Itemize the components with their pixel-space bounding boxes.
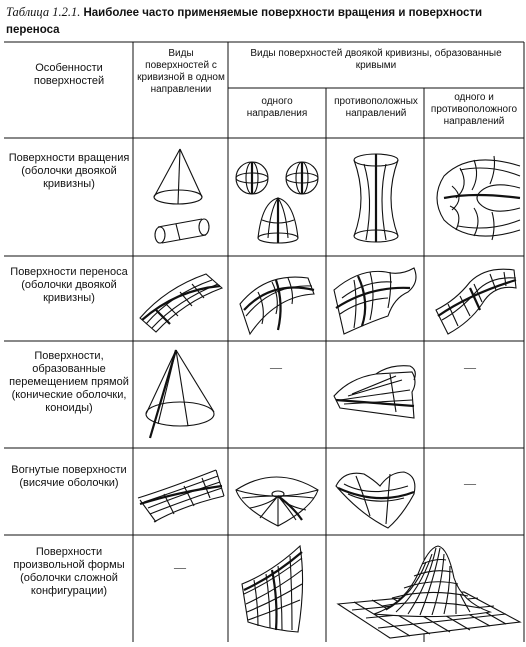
header-features: Особенности поверхностей (33, 62, 105, 87)
header-single-curvature: Виды поверхностей с кривизной в одном направлении (137, 48, 225, 95)
empty-cell-mark: — (464, 476, 476, 490)
row-label-translation: Поверхности переноса (оболочки двоякой кривизны) (10, 266, 128, 304)
hyperboloid-figure (346, 150, 406, 250)
subheader-mixed-direction: одного и противоположного направлений (430, 92, 518, 127)
subheader-opposite-direction: противоположных направлений (334, 96, 418, 119)
translation-surface-figure (430, 264, 520, 338)
subheader-same-direction: одного направления (246, 96, 308, 119)
empty-cell-mark: — (270, 360, 282, 374)
row-label-ruled: Поверхности, образованные перемещением прямой (конические оболочки, коноиды) (9, 350, 129, 414)
empty-cell-mark: — (464, 360, 476, 374)
caption-number: Таблица 1.2.1. (6, 5, 81, 19)
hanging-shell-figure (134, 466, 226, 526)
header-double-curvature: Виды поверхностей двоякой кривизны, образованные кривыми (250, 48, 502, 71)
spheres-dome-figure (232, 150, 322, 250)
translation-surface-figure (232, 264, 322, 338)
torus-figure (430, 146, 522, 250)
conoid-figure (330, 360, 420, 424)
row-label-rotation: Поверхности вращения (оболочки двоякой кривизны) (8, 152, 130, 190)
row-label-freeform: Поверхности произвольной формы (оболочки сложной конфигурации) (13, 546, 125, 597)
caption-title: Наиболее часто применяемые поверхности вращения и поверхности переноса (6, 7, 483, 36)
row-label-concave: Вогнутые поверхности (висячие оболочки) (11, 464, 127, 489)
cone-figure (140, 346, 224, 444)
translation-surface-figure (330, 262, 422, 338)
hanging-shell-figure (330, 466, 420, 532)
empty-cell-mark: — (174, 560, 186, 574)
translation-surface-figure (136, 266, 226, 338)
hanging-shell-figure (232, 468, 322, 530)
cone-cylinder-figure (140, 145, 224, 253)
freeform-shell-figure (232, 540, 312, 636)
freeform-peak-figure (334, 544, 522, 640)
